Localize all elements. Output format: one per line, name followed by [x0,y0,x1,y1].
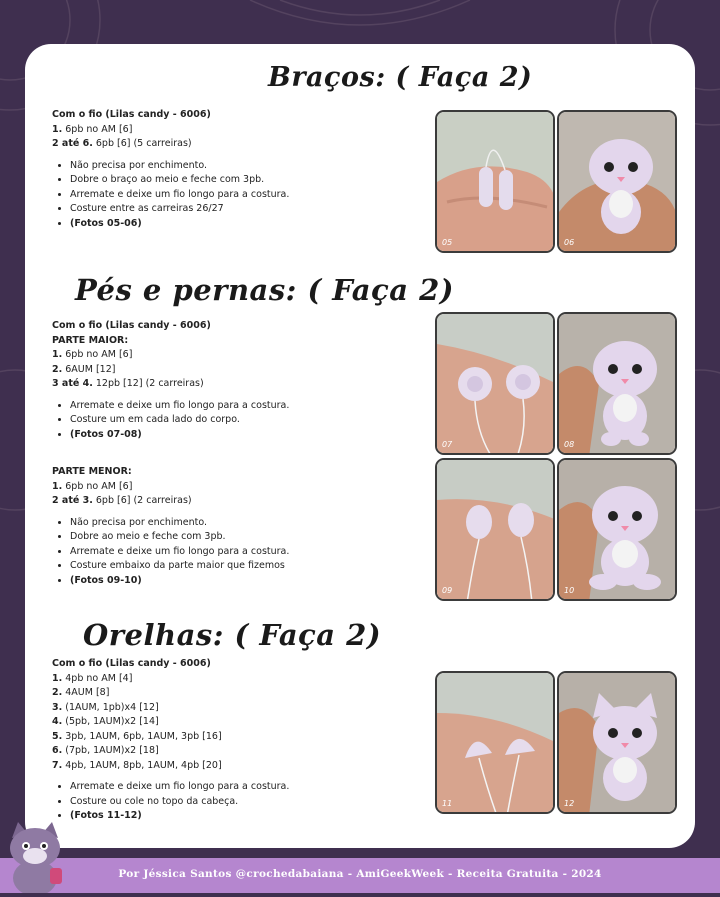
orelhas-title: Orelhas: ( Faça 2) [83,618,382,652]
pes-note: • Costure um em cada lado do corpo. [70,413,289,428]
orelhas-instructions [52,657,289,824]
bracos-instructions [52,108,289,231]
photo-number: 05 [442,238,453,247]
pes-menor-notes [52,516,289,589]
pes-menor-round-1: 1. 6pb no AM [6] [52,480,133,492]
pes-menor-label: PARTE MENOR: [52,466,132,477]
footer-credit: Por Jéssica Santos @crochedabaiana - AmiGeekWeek - Receita Gratuita - 2024 [118,868,602,880]
pes-note: • Costure embaixo da parte maior que fizemos [70,559,289,574]
photo-09 [435,458,555,601]
orelhas-round-6: 6. (7pb, 1AUM)x2 [18] [52,745,159,756]
photo-number: 11 [442,799,453,808]
pes-menor-instructions [52,465,289,588]
orelhas-round-2: 2. 4AUM [8] [52,687,110,698]
orelhas-note: • Arremate e deixe um fio longo para a costura. [70,780,289,795]
bracos-notes [52,159,289,232]
mascot-illustration [2,818,72,893]
pes-instructions [52,319,289,442]
orelhas-round-7: 7. 4pb, 1AUM, 8pb, 1AUM, 4pb [20] [52,759,222,771]
pes-note: • Arremate e deixe um fio longo para a costura. [70,399,289,414]
photo-08 [557,312,677,455]
orelhas-notes [52,780,289,824]
bracos-round-2: 2 até 6. 6pb [6] (5 carreiras) [52,138,192,149]
orelhas-round-4: 4. (5pb, 1AUM)x2 [14] [52,716,159,727]
photo-05 [435,110,555,253]
photo-number: 10 [564,586,575,595]
footer-bar [0,858,720,893]
bracos-note: • Arremate e deixe um fio longo para a costura. [70,188,289,203]
pes-maior-notes [52,399,289,443]
pes-menor-photos-ref: • (Fotos 09-10) [70,574,289,589]
bracos-yarn-label: Com o fio (Lilas candy - 6006) [52,109,211,120]
orelhas-round-5: 5. 3pb, 1AUM, 6pb, 1AUM, 3pb [16] [52,730,222,742]
pes-note: • Não precisa por enchimento. [70,516,289,531]
pes-title: Pés e pernas: ( Faça 2) [75,273,455,307]
pes-maior-label: PARTE MAIOR: [52,334,129,346]
photo-06 [557,110,677,253]
photo-number: 08 [564,440,575,449]
photo-number: 06 [564,238,575,247]
photo-12 [557,671,677,814]
orelhas-round-3: 3. (1AUM, 1pb)x4 [12] [52,701,159,713]
bracos-photos-ref: • (Fotos 05-06) [70,217,289,232]
pes-maior-round-3: 3 até 4. 12pb [12] (2 carreiras) [52,378,204,389]
pes-maior-round-1: 1. 6pb no AM [6] [52,349,133,360]
bracos-title: Braços: ( Faça 2) [268,62,533,93]
photo-11 [435,671,555,814]
orelhas-yarn-label: Com o fio (Lilas candy - 6006) [52,658,211,669]
pes-maior-round-2: 2. 6AUM [12] [52,363,116,375]
orelhas-note: • Costure ou cole no topo da cabeça. [70,795,289,810]
photo-number: 09 [442,586,453,595]
photo-10 [557,458,677,601]
orelhas-round-1: 1. 4pb no AM [4] [52,672,133,684]
pes-note: • Dobre ao meio e feche com 3pb. [70,530,289,545]
bracos-note: • Dobre o braço ao meio e feche com 3pb. [70,173,289,188]
pes-maior-photos-ref: • (Fotos 07-08) [70,428,289,443]
pes-yarn-label: Com o fio (Lilas candy - 6006) [52,320,211,331]
orelhas-photos-ref: • (Fotos 11-12) [70,809,289,824]
photo-07 [435,312,555,455]
bracos-note: • Não precisa por enchimento. [70,159,289,174]
pes-menor-round-2: 2 até 3. 6pb [6] (2 carreiras) [52,495,192,506]
photo-number: 12 [564,799,575,808]
bracos-note: • Costure entre as carreiras 26/27 [70,202,289,217]
photo-number: 07 [442,440,453,449]
recipe-card [25,44,695,848]
bracos-round-1: 1. 6pb no AM [6] [52,123,133,135]
pes-note: • Arremate e deixe um fio longo para a costura. [70,545,289,560]
